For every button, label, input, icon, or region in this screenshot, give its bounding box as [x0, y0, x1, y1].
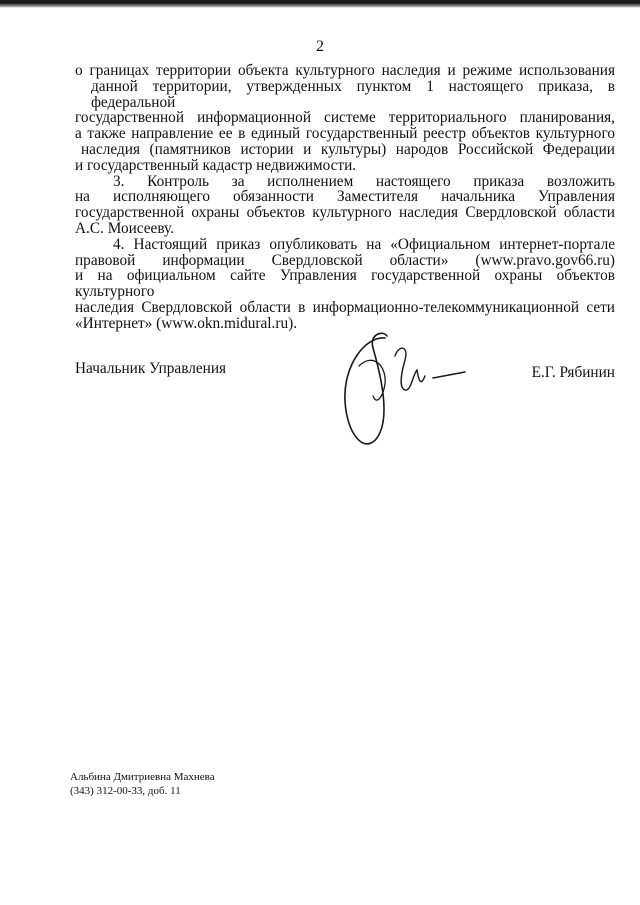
text-line: и государственный кадастр недвижимости.: [75, 156, 357, 174]
signature-block: [75, 356, 615, 476]
text-line: на исполняющего обязанности Заместителя начальника Управления: [75, 188, 615, 206]
document-body: [75, 63, 615, 332]
paragraph-3: [75, 174, 615, 237]
paragraph-2-continuation: [75, 63, 615, 174]
executor-phone: (343) 312-00-33, доб. 11: [70, 785, 181, 797]
signatory-title: Начальник Управления: [75, 360, 227, 377]
paragraph-4: [75, 237, 615, 332]
text-line: наследия (памятников истории и культуры) народов Российской Федерации: [81, 140, 615, 158]
handwritten-signature: [325, 326, 475, 466]
text-line: «Интернет» (www.okn.midural.ru).: [75, 314, 298, 332]
text-line: А.С. Моисееву.: [75, 219, 174, 237]
executor-name: Альбина Дмитриевна Махнева: [70, 771, 215, 783]
text-line: правовой информации Свердловской области» (www.pravo.gov66.ru): [75, 251, 615, 269]
text-line: данной территории, утвержденных пунктом 1 настоящего приказа, в федеральной: [91, 77, 615, 111]
scan-top-edge: [0, 0, 640, 8]
text-line: государственной информационной системе территориального планирования,: [75, 109, 615, 127]
text-line: 4. Настоящий приказ опубликовать на «Официальном интернет-портале: [113, 235, 615, 253]
text-line: о границах территории объекта культурного наследия и режиме использования: [75, 62, 615, 79]
text-line: а также направление ее в единый государственный реестр объектов культурного: [75, 125, 615, 143]
text-line: 3. Контроль за исполнением настоящего приказа возложить: [113, 172, 615, 190]
executor-info: [70, 770, 215, 798]
text-line: государственной охраны объектов культурного наследия Свердловской области: [75, 204, 615, 222]
text-line: и на официальном сайте Управления государственной охраны объектов культурного: [75, 267, 615, 301]
text-line: наследия Свердловской области в информационно-телекоммуникационной сети: [75, 298, 615, 316]
signatory-name: Е.Г. Рябинин: [531, 364, 615, 381]
page-number: 2: [316, 38, 324, 55]
